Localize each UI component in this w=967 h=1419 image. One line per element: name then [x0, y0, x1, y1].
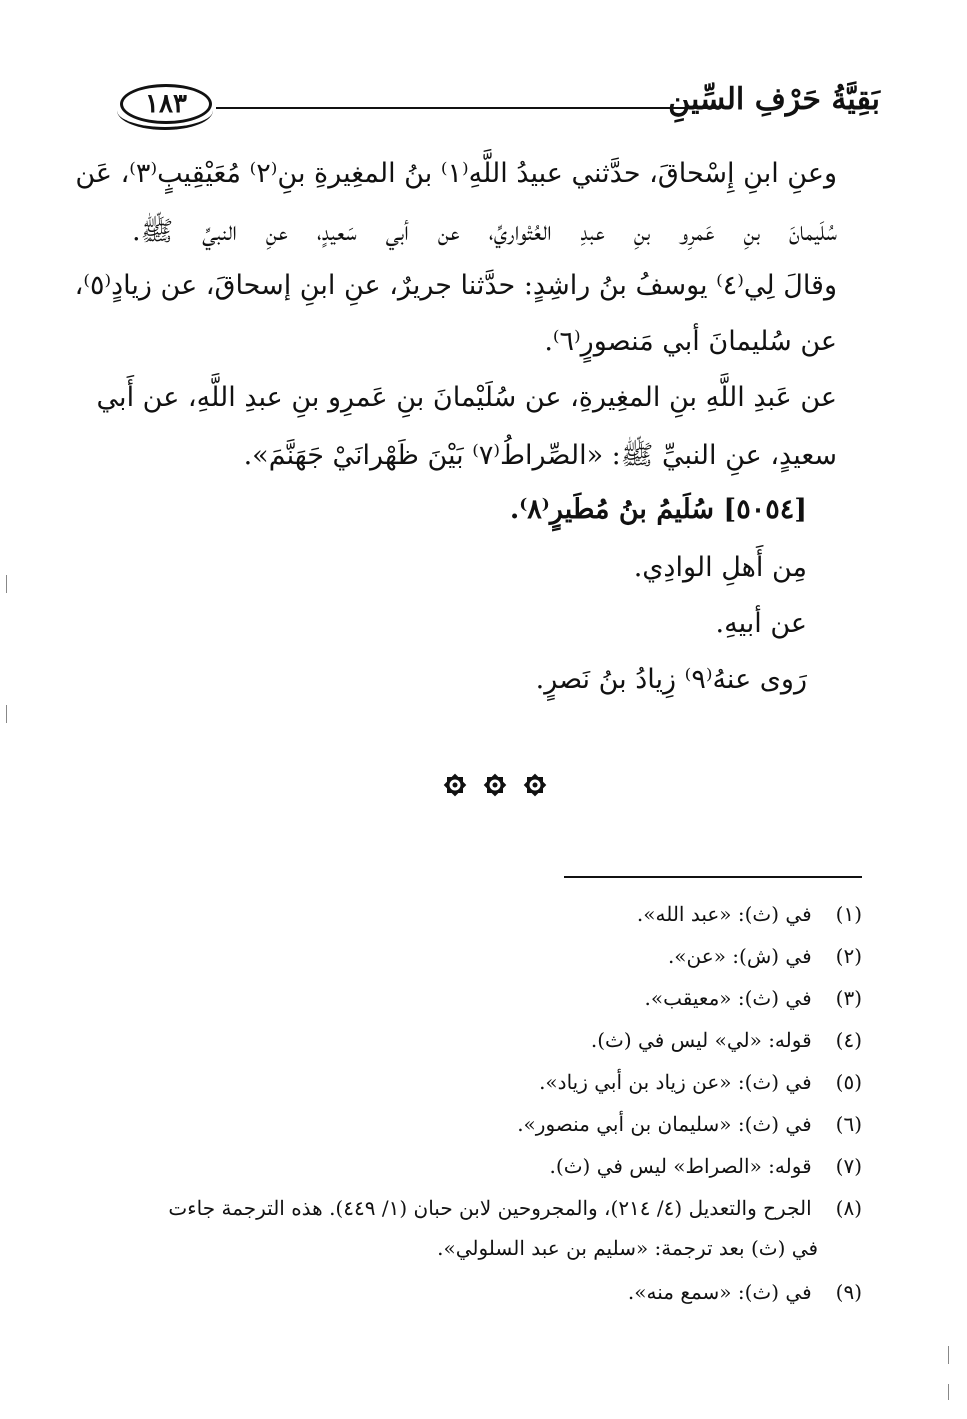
footnote-number: (٨) — [835, 1196, 862, 1220]
body-line: سعيدٍ، عنِ النبيِّ ﷺ: «الصِّراطُ⁽٧⁾ بَيْنَ ظَهْرانَيْ جَهَنَّمَ». — [243, 440, 837, 471]
footnote-text: في (ث): «عبد الله». — [636, 902, 812, 926]
scan-mark — [948, 1346, 949, 1364]
footnote — [668, 944, 862, 968]
footnote-text: في (ث): «سمع منه». — [627, 1280, 812, 1304]
footnote-number: (٥) — [835, 1070, 862, 1094]
footnote-text: في (ث): «معيقب». — [644, 986, 812, 1010]
footnote-text: قوله: «الصراط» ليس في (ث). — [549, 1154, 812, 1178]
footnote — [628, 1280, 862, 1304]
footnote — [168, 1196, 862, 1220]
entry-heading: [٥٠٥٤] سُلَيمُ بنُ مُطَيرٍ⁽٨⁾. — [509, 494, 807, 525]
footnote — [550, 1154, 862, 1178]
scan-mark — [6, 575, 7, 593]
footnote-text: قوله: «لي» ليس في (ث). — [590, 1028, 812, 1052]
body-line: عن عَبدِ اللَّهِ بنِ المغِيرةِ، عن سُلَيْمانَ بنِ عَمرِو بنِ عبدِ اللَّهِ، عن أَبي — [96, 382, 837, 413]
entry-line: رَوى عنهُ⁽٩⁾ زِيادُ بنُ نَصرٍ. — [535, 664, 807, 695]
running-title: بَقِيَّةُ حَرْفِ السِّينِ — [668, 82, 880, 117]
footnote-continuation: في (ث) بعد ترجمة: «سليم بن عبد السلولي». — [437, 1236, 818, 1260]
footnote-text: الجرح والتعديل (٤/ ٢١٤)، والمجروحين لابن حبان (١/ ٤٤٩). هذه الترجمة جاءت — [168, 1196, 812, 1220]
body-line: سُلَيمانَ بنِ عَمرِو بنِ عبدِ العُتْواريِّ، عن أبي سَعيدٍ، عنِ النبيِّ ﷺ. — [132, 216, 837, 247]
footnote-text: في (ث): «سليمان بن أبي منصور». — [517, 1112, 812, 1136]
section-separator — [440, 770, 550, 804]
octagram-ornament-icon — [480, 770, 510, 800]
octagram-ornament-icon — [440, 770, 470, 800]
footnote — [637, 902, 862, 926]
entry-line: عن أبيهِ. — [715, 608, 807, 639]
footnote — [645, 986, 862, 1010]
footnote — [539, 1070, 862, 1094]
footnote-number: (٩) — [835, 1280, 862, 1304]
footnote-number: (١) — [835, 902, 862, 926]
body-line: وقالَ لِي⁽٤⁾ يوسفُ بنُ راشِدٍ: حدَّثنا جريرٌ، عنِ ابنِ إسحاقَ، عن زيادٍ⁽٥⁾، — [74, 270, 837, 301]
body-line: عن سُليمانَ أبي مَنصورٍ⁽٦⁾. — [544, 326, 837, 357]
scan-mark — [948, 1384, 949, 1400]
scan-mark — [6, 705, 7, 723]
body-line: وعنِ ابنِ إِسْحاقَ، حدَّثني عبيدُ اللَّهِ⁽١⁾ بنُ المغِيرةِ بنِ⁽٢⁾ مُعَيْقِيبٍ⁽٣⁾، عَن — [75, 158, 837, 189]
footnote-number: (٦) — [835, 1112, 862, 1136]
page-header — [120, 82, 880, 132]
footnote-rule — [564, 876, 862, 878]
footnote-number: (٢) — [835, 944, 862, 968]
footnote-number: (٧) — [835, 1154, 862, 1178]
footnote-text: في (ش): «عن». — [667, 944, 812, 968]
header-rule — [216, 107, 720, 109]
octagram-ornament-icon — [520, 770, 550, 800]
footnote — [591, 1028, 862, 1052]
footnote-number: (٤) — [835, 1028, 862, 1052]
entry-line: مِن أَهلِ الوادِي. — [633, 552, 807, 583]
page-number: ١٨٣ — [120, 84, 212, 124]
footnote-number: (٣) — [835, 986, 862, 1010]
footnote — [517, 1112, 862, 1136]
footnote-text: في (ث): «عن زياد بن أبي زياد». — [539, 1070, 812, 1094]
